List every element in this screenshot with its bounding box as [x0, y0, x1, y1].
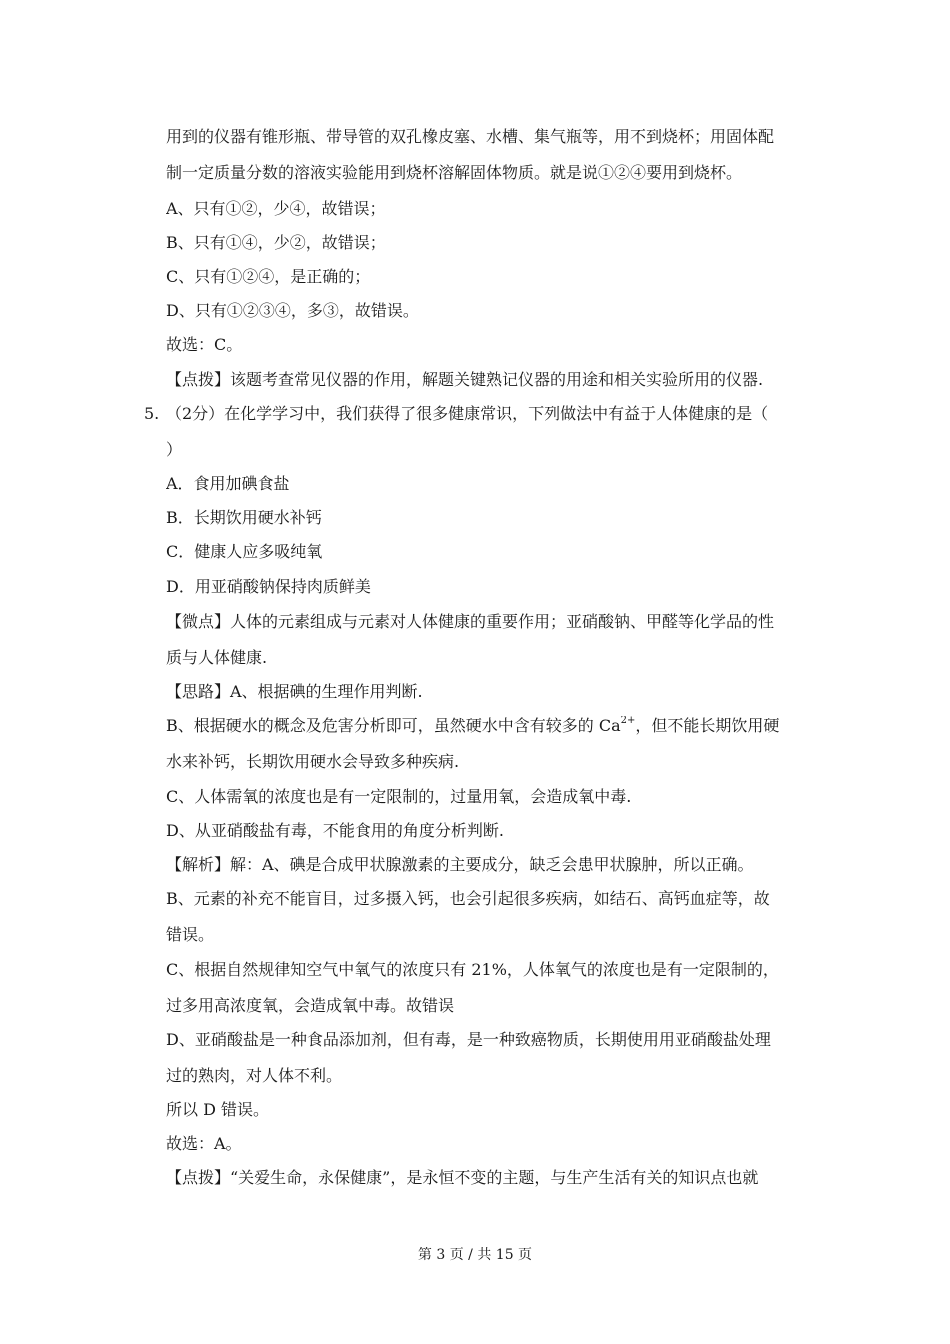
jiexi-b-line: 错误。 — [166, 925, 215, 944]
text-line: 制一定质量分数的溶液实验能用到烧杯溶解固体物质。就是说①②④要用到烧杯。 — [166, 163, 743, 182]
weidian-line: 【微点】人体的元素组成与元素对人体健康的重要作用；亚硝酸钠、甲醛等化学品的性 — [166, 612, 775, 631]
silu-b-text: B、根据硬水的概念及危害分析即可，虽然硬水中含有较多的 Ca — [166, 716, 621, 735]
text-line: 用到的仪器有锥形瓶、带导管的双孔橡皮塞、水槽、集气瓶等，用不到烧杯；用固体配 — [166, 127, 775, 146]
question-stem: （2分）在化学学习中，我们获得了很多健康常识，下列做法中有益于人体健康的是（ — [166, 404, 769, 423]
weidian-line: 质与人体健康. — [166, 648, 268, 667]
option-c: C．健康人应多吸纯氧 — [166, 542, 323, 561]
jiexi-line: 【解析】解：A、碘是合成甲状腺激素的主要成分，缺乏会患甲状腺肿，所以正确。 — [166, 855, 754, 874]
jiexi-c-line: C、根据自然规律知空气中氧气的浓度只有 21%，人体氧气的浓度也是有一定限制的， — [166, 960, 779, 979]
silu-b-text-cont: ，但不能长期饮用硬 — [635, 716, 780, 735]
silu-b-line — [166, 716, 816, 736]
silu-b-line: 水来补钙，长期饮用硬水会导致多种疾病. — [166, 752, 460, 771]
question-stem-cont: ） — [166, 440, 183, 459]
page-footer: 第 3 页 / 共 15 页 — [417, 1247, 533, 1263]
option-b: B．长期饮用硬水补钙 — [166, 508, 322, 527]
jiexi-d-line: D、亚硝酸盐是一种食品添加剂，但有毒，是一种致癌物质，长期使用用亚硝酸盐处理 — [166, 1030, 771, 1049]
silu-c-line: C、人体需氧的浓度也是有一定限制的，过量用氧，会造成氧中毒. — [166, 787, 632, 806]
text-line: A、只有①②，少④，故错误； — [166, 199, 386, 218]
dianbo-line: 【点拨】“关爱生命，永保健康”，是永恒不变的主题，与生产生活有关的知识点也就 — [166, 1168, 759, 1187]
jiexi-c-line: 过多用高浓度氧，会造成氧中毒。故错误 — [166, 996, 455, 1015]
answer-line: 故选：A。 — [166, 1134, 242, 1153]
silu-line: 【思路】A、根据碘的生理作用判断. — [166, 682, 423, 701]
answer-line: 故选：C。 — [166, 335, 243, 354]
jiexi-d-line: 所以 D 错误。 — [166, 1100, 270, 1119]
option-a: A．食用加碘食盐 — [166, 474, 290, 493]
text-line: C、只有①②④，是正确的； — [166, 267, 371, 286]
dianbo-line: 【点拨】该题考查常见仪器的作用，解题关键熟记仪器的用途和相关实验所用的仪器. — [166, 370, 764, 389]
question-number: 5. — [144, 404, 160, 423]
jiexi-d-line: 过的熟肉，对人体不利。 — [166, 1066, 343, 1085]
charge-superscript: 2+ — [620, 716, 636, 726]
text-line: B、只有①④，少②，故错误； — [166, 233, 386, 252]
option-d: D．用亚硝酸钠保持肉质鲜美 — [166, 577, 371, 596]
jiexi-b-line: B、元素的补充不能盲目，过多摄入钙，也会引起很多疾病，如结石、高钙血症等，故 — [166, 889, 770, 908]
text-line: D、只有①②③④，多③，故错误。 — [166, 301, 419, 320]
silu-d-line: D、从亚硝酸盐有毒，不能食用的角度分析判断. — [166, 821, 504, 840]
